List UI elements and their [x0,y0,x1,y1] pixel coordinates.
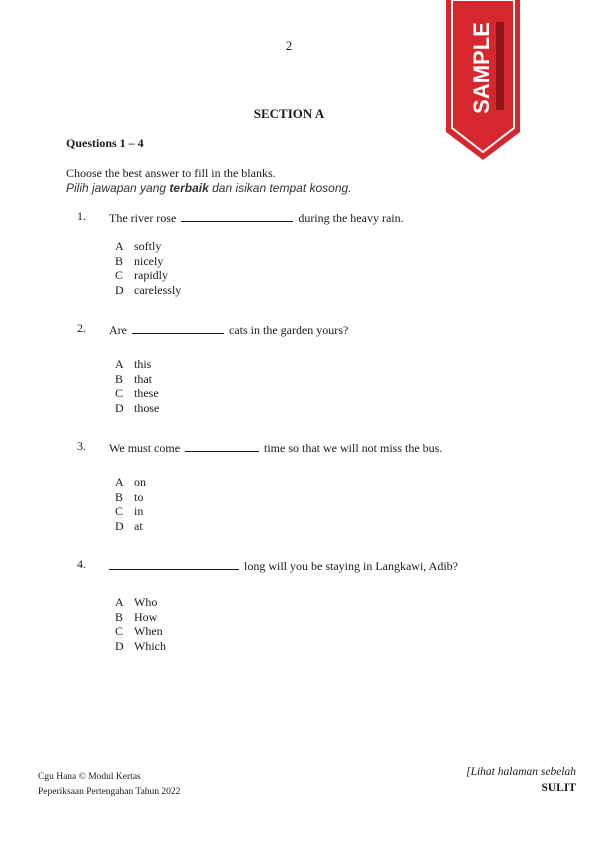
option-a[interactable] [115,239,181,254]
option-text: at [134,519,143,534]
option-text: on [134,475,146,489]
answer-blank [109,557,239,570]
answer-blank [185,439,259,452]
option-letter: C [115,624,124,639]
option-text: nicely [134,253,164,268]
option-letter: A [115,475,124,489]
option-c[interactable] [115,268,181,283]
option-text: these [134,386,159,401]
stem-before: The river rose [109,211,177,225]
question-number: 3. [77,439,86,453]
page-number: 2 [285,38,293,53]
option-b[interactable] [115,610,166,625]
option-c[interactable] [115,386,159,401]
stem-after: long will you be staying in Langkawi, Adib? [244,559,458,573]
option-text: rapidly [134,268,168,283]
question-number: 2. [77,321,86,335]
option-text: in [134,504,144,519]
option-letter: D [115,401,124,416]
stem-after: during the heavy rain. [298,211,404,225]
questions-range: Questions 1 – 4 [66,136,144,150]
question-stem [109,321,348,338]
stem-before: We must come [109,441,181,455]
option-letter: B [115,609,124,624]
option-letter: C [115,268,124,283]
answer-options [115,475,146,534]
option-text: those [134,401,160,416]
option-d[interactable] [115,283,181,298]
option-a[interactable] [115,595,166,610]
option-letter: B [115,489,124,504]
option-text: Who [134,595,158,609]
option-letter: C [115,386,124,401]
option-d[interactable] [115,401,159,416]
option-text: When [134,624,163,639]
footer-exam-name: Peperiksaan Pertengahan Tahun 2022 [38,787,181,797]
footer-next-page: [Lihat halaman sebelah [466,766,576,778]
option-letter: D [115,639,124,654]
option-text: to [134,489,144,504]
answer-blank [132,321,224,334]
stem-before: Are [109,323,127,337]
option-text: carelessly [134,283,182,298]
question-stem [109,209,404,226]
option-text: Which [134,639,166,654]
sample-ribbon-icon [446,0,520,162]
answer-options [115,595,166,654]
footer-credit: Cgu Hana © Modul Kertas [38,772,141,782]
option-letter: D [115,283,124,298]
answer-options [115,357,159,416]
option-letter: B [115,253,124,268]
stem-after: cats in the garden yours? [229,323,349,337]
option-letter: C [115,504,124,519]
instruction-malay-bold: terbaik [169,181,209,195]
option-text: How [134,609,158,624]
option-b[interactable] [115,372,159,387]
answer-blank [181,209,293,222]
footer-classification: SULIT [541,782,576,794]
option-a[interactable] [115,357,159,372]
option-c[interactable] [115,504,146,519]
option-text: that [134,371,152,386]
option-letter: A [115,595,124,609]
question-stem [109,439,442,456]
option-b[interactable] [115,490,146,505]
option-letter: A [115,239,124,253]
instruction-malay-part2: dan isikan tempat kosong. [208,181,352,195]
instruction-malay-part1: Pilih jawapan yang [66,181,170,195]
option-text: this [134,357,152,371]
option-d[interactable] [115,639,166,654]
answer-options [115,239,181,298]
option-letter: B [115,371,124,386]
option-d[interactable] [115,519,146,534]
section-title: SECTION A [253,106,325,121]
stem-after: time so that we will not miss the bus. [264,441,443,455]
option-text: softly [134,239,162,253]
option-c[interactable] [115,624,166,639]
option-b[interactable] [115,254,181,269]
option-letter: D [115,519,124,534]
question-number: 1. [77,209,86,223]
footer-left [38,770,180,800]
instruction-malay [66,181,352,195]
option-a[interactable] [115,475,146,490]
instruction-english: Choose the best answer to fill in the blanks. [66,166,276,180]
option-letter: A [115,357,124,371]
question-stem [109,557,458,574]
sample-badge [446,0,520,162]
question-number: 4. [77,557,86,571]
sample-badge-text: SAMPLE [468,22,494,114]
